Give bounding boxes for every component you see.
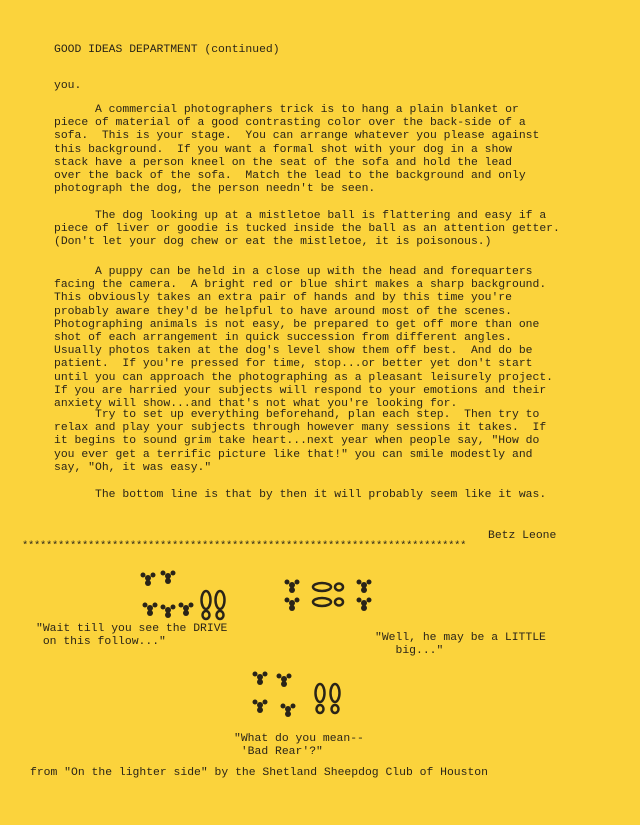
paragraph-1: A commercial photographers trick is to hang a plain blanket or piece of material of a good contrasting color over the back-side of a sofa. This is your stage. You can arrange whatever you please against this background. If you want a formal shot with your dog in a show stack have a person kneel on the seat of the sofa and hold the lead over the back of the sofa. Match the lead to the background and only photograph the dog, the person needn't be seen. (54, 104, 540, 196)
page-title: GOOD IDEAS DEPARTMENT (continued) (54, 44, 280, 56)
cartoon-caption-2: "Well, he may be a LITTLE big..." (375, 632, 546, 657)
paw-prints-illustration-1 (140, 570, 235, 622)
star-divider: ************************************************************************** (22, 540, 467, 552)
cartoon-caption-3: "What do you mean-- 'Bad Rear'?" (234, 733, 364, 758)
paragraph-3: A puppy can be held in a close up with the head and forequarters facing the camera. A bright red or blue shirt makes a sharp background. This obviously takes an extra pair of hands and by this time you're probably aware they'd be helpful to have around most of the scenes. Photographing animals is not easy, be prepared to get off more than one shot of each arrangement in quick succession from different angles. Usually photos taken at the dog's level show them off best. And do be patient. If you're pressed for time, stop...or better yet don't start until you can approach the photographing as a pleasant leisurely project. If you are harried your subjects will respond to your emotions and their anxiety will show...and that's not what you're looking for. (54, 266, 553, 411)
paragraph-2: The dog looking up at a mistletoe ball is flattering and easy if a piece of liver or goodie is tucked inside the ball as an attention getter. (Don't let your dog chew or eat the mistletoe, it is poisonous.) (54, 210, 560, 249)
cartoon-caption-1: "Wait till you see the DRIVE on this follow..." (36, 623, 228, 648)
opening-line: you. (54, 80, 82, 92)
source-footer: from "On the lighter side" by the Shetland Sheepdog Club of Houston (30, 767, 488, 779)
paw-prints-illustration-3 (248, 665, 348, 725)
signature: Betz Leone (488, 530, 557, 542)
paw-prints-illustration-2 (282, 575, 382, 615)
paragraph-5: The bottom line is that by then it will probably seem like it was. (54, 489, 547, 501)
paragraph-4: Try to set up everything beforehand, plan each step. Then try to relax and play your subjects through however many sessions it takes. If it begins to sound grim take heart...next year when people say, "How do you ever get a terrific picture like that!" you can smile modestly and say, "Oh, it was easy." (54, 409, 547, 474)
